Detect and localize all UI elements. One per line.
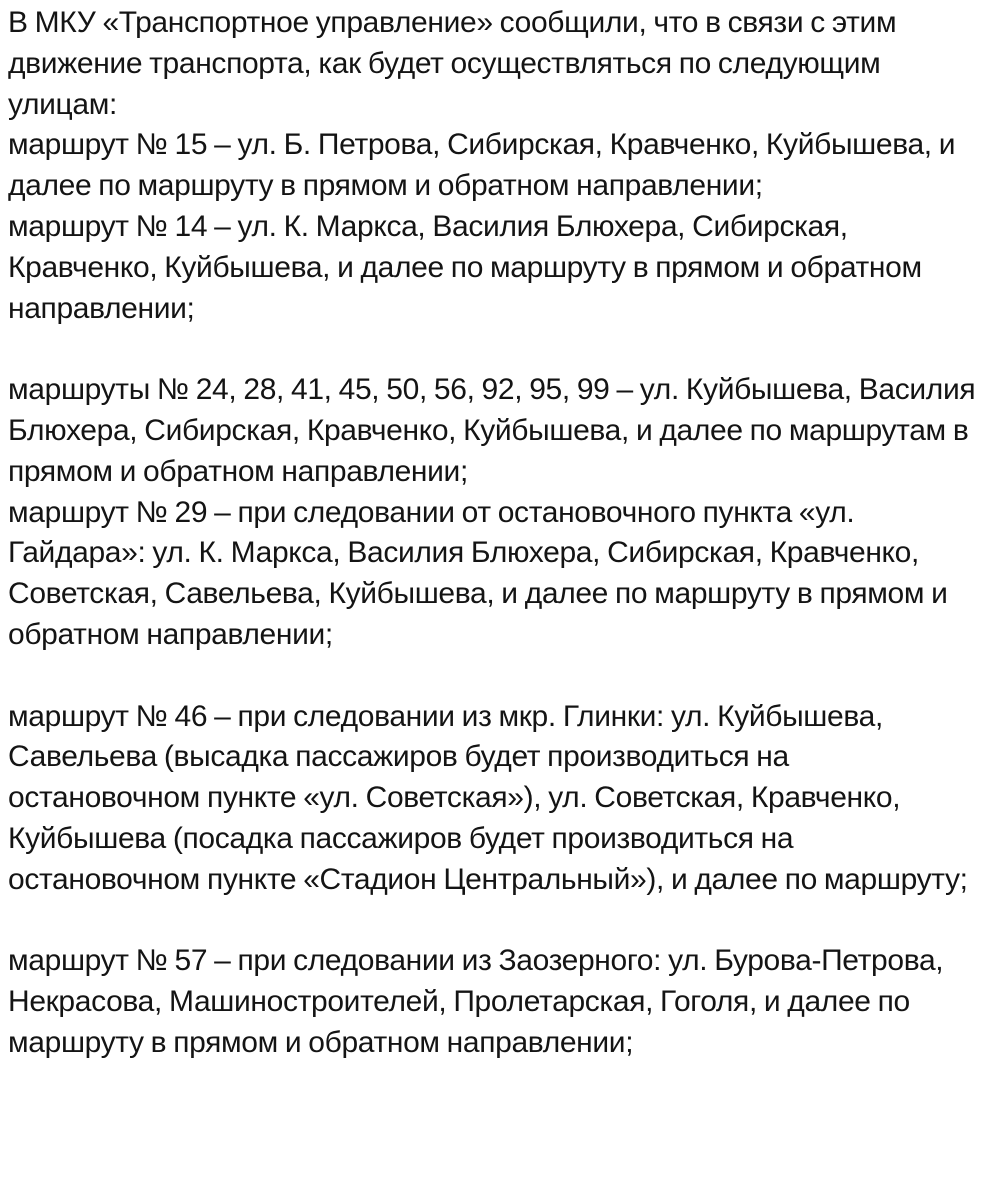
route-29-paragraph: маршрут № 29 – при следовании от остановочного пункта «ул. Гайдара»: ул. К. Маркса, Василия Блюхера, Сибирская, Кравченко, Советская, Савельева, Куйбышева, и далее по маршруту в прямом и обратном направлении; — [8, 495, 948, 651]
intro-paragraph: В МКУ «Транспортное управление» сообщили, что в связи с этим движение транспорта, как будет осуществляться по следующим улицам: — [8, 6, 897, 121]
route-14-paragraph: маршрут № 14 – ул. К. Маркса, Василия Блюхера, Сибирская, Кравченко, Куйбышева, и далее по маршруту в прямом и обратном направлении; — [8, 209, 922, 325]
routes-group-paragraph: маршруты № 24, 28, 41, 45, 50, 56, 92, 95, 99 – ул. Куйбышева, Василия Блюхера, Сибирская, Кравченко, Куйбышева, и далее по маршрутам в прямом и обратном направлении; — [8, 373, 976, 488]
route-46-paragraph: маршрут № 46 – при следовании из мкр. Глинки: ул. Куйбышева, Савельева (высадка пассажиров будет производиться на остановочном пункте «ул. Советская»), ул. Советская, Кравченко, Куйбышева (посадка пассажиров будет производиться на остановочном пункте «Стадион Центральный»), и далее по маршруту; — [8, 699, 968, 896]
article-body — [8, 3, 983, 1064]
route-57-paragraph: маршрут № 57 – при следовании из Заозерного: ул. Бурова-Петрова, Некрасова, Машиностроителей, Пролетарская, Гоголя, и далее по маршруту в прямом и обратном направлении; — [8, 944, 944, 1059]
route-15-paragraph: маршрут № 15 – ул. Б. Петрова, Сибирская, Кравченко, Куйбышева, и далее по маршруту в прямом и обратном направлении; — [8, 128, 956, 203]
